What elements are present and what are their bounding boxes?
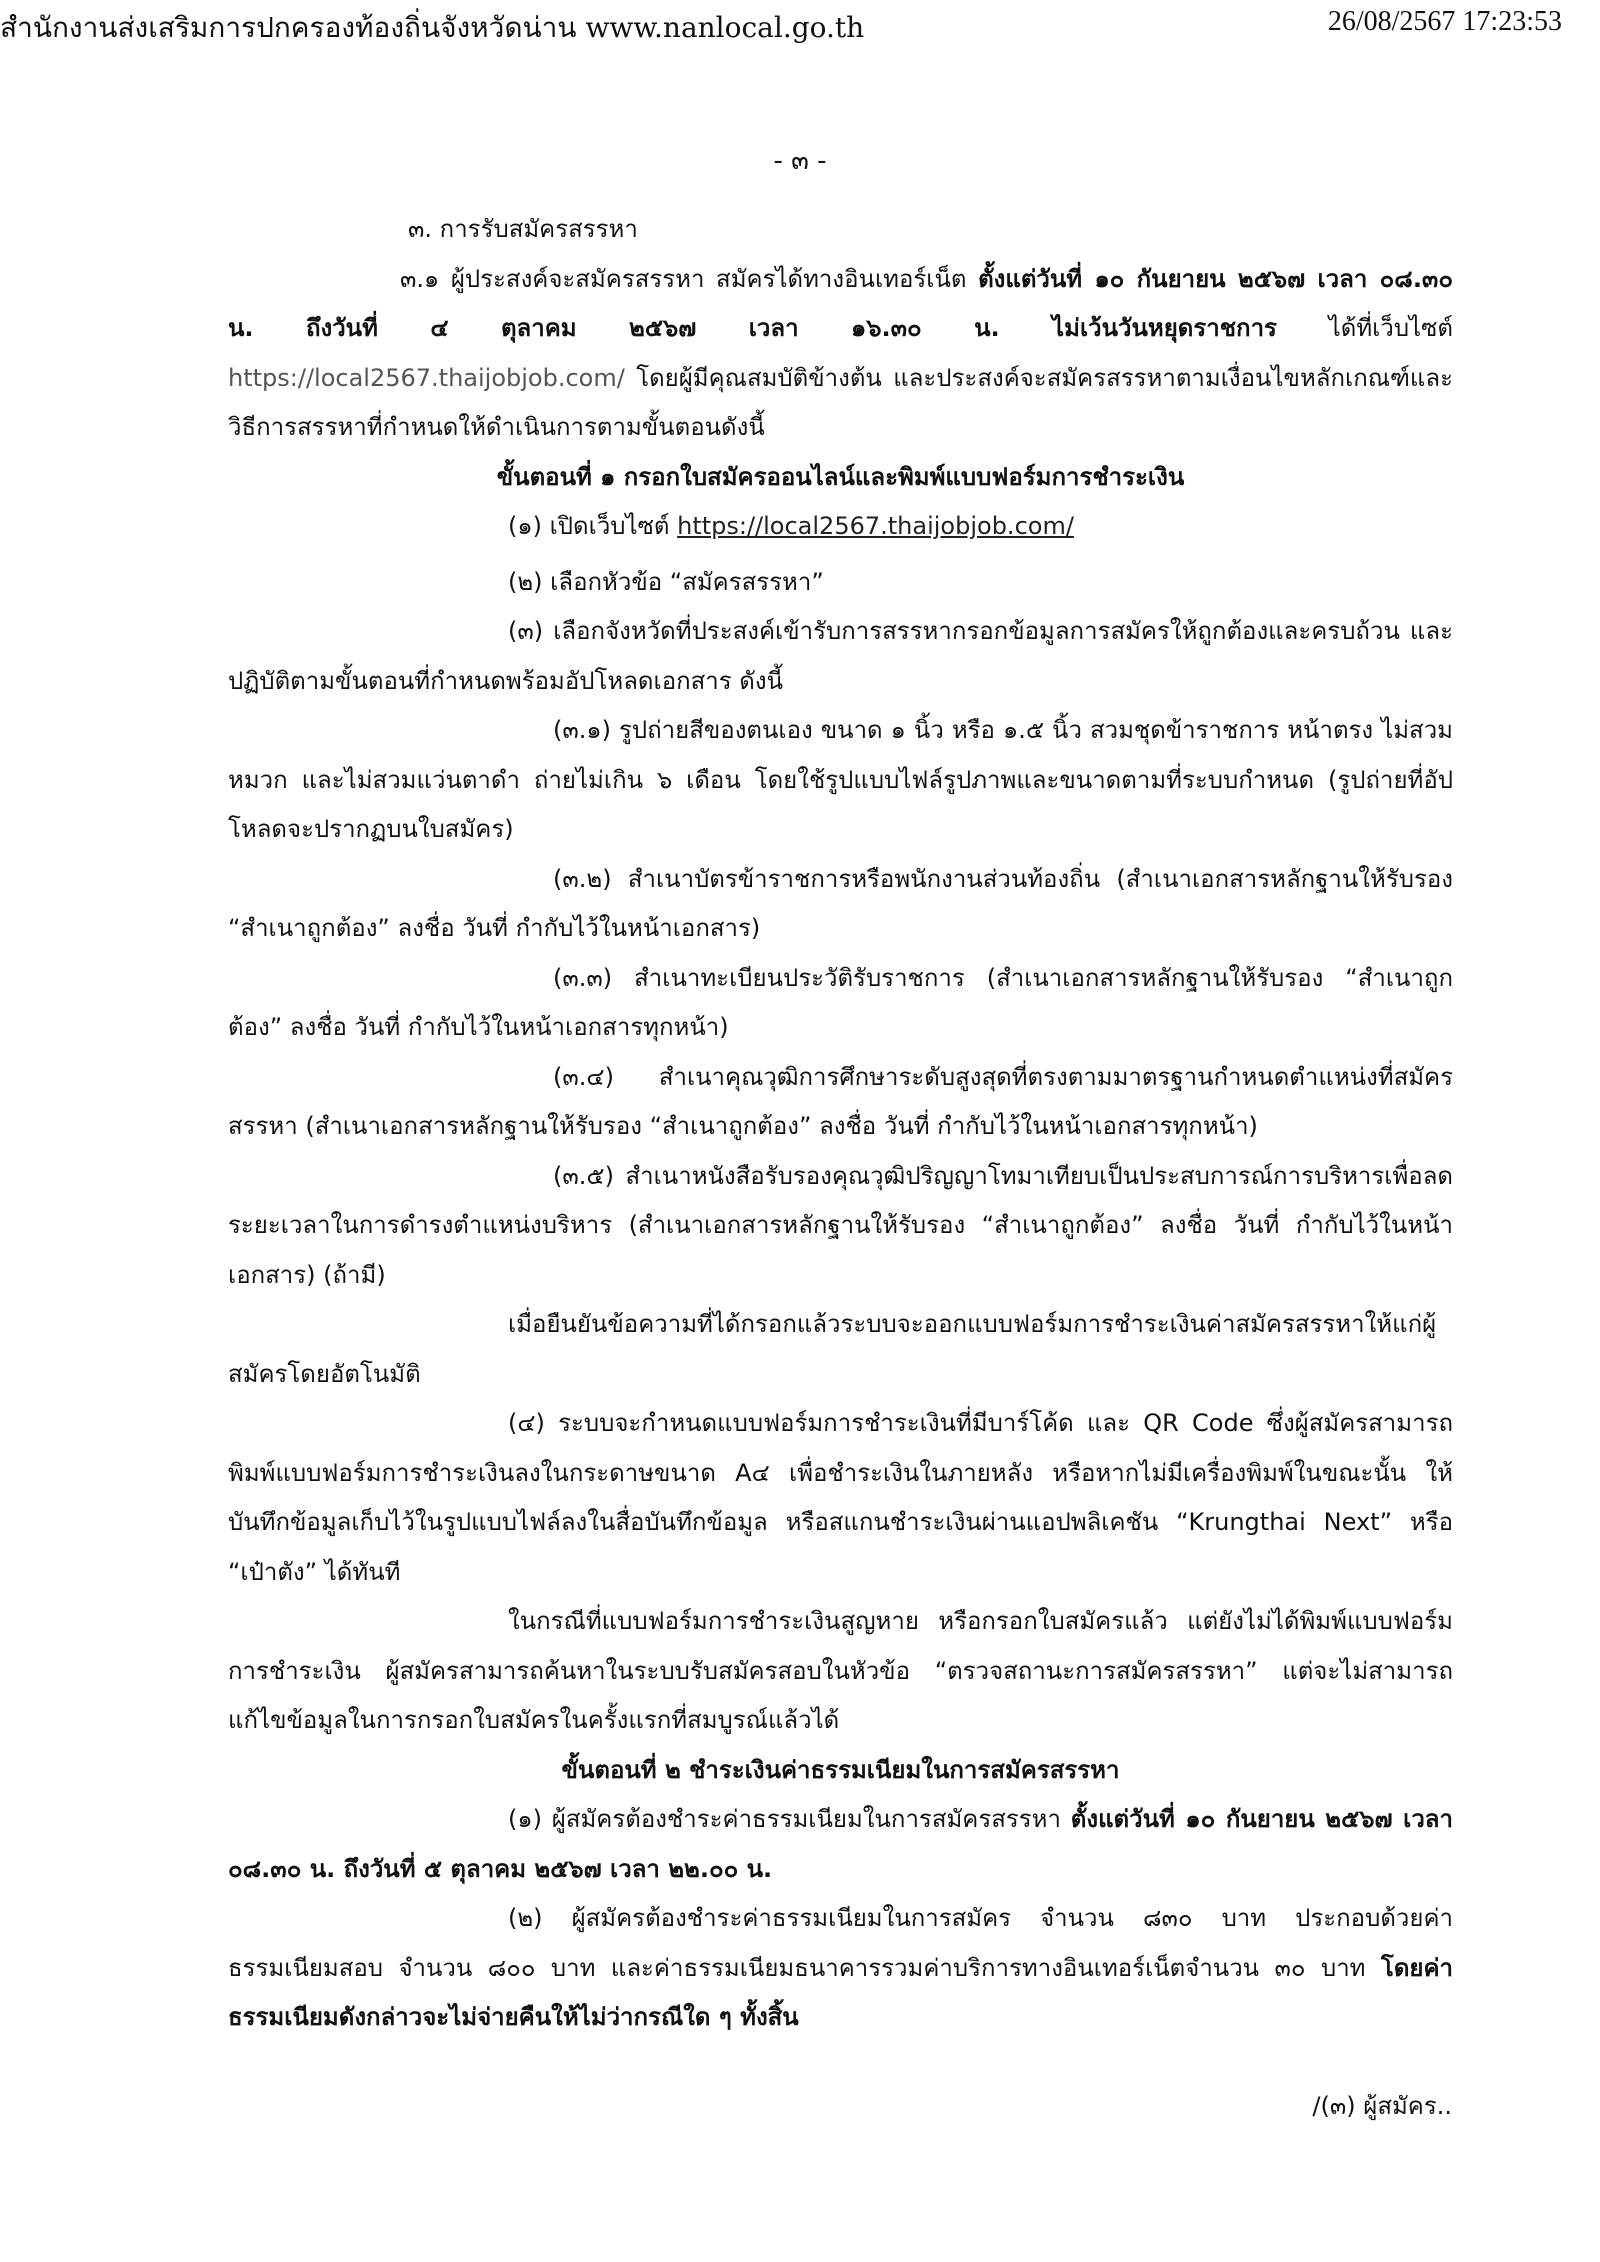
step1-item1 [228,502,1453,552]
step1-confirm: เมื่อยืนยันข้อความที่ได้กรอกแล้วระบบจะออกแบบฟอร์มการชำระเงินค่าสมัครสรรหาให้แก่ผู้สมัครโดยอัตโนมัติ [228,1310,1437,1388]
step2-item1 [228,1795,1453,1894]
p3-1-dates: ตั้งแต่วันที่ ๑๐ กันยายน ๒๕๖๗ เวลา ๐๘.๓๐ น. ถึงวันที่ ๔ ตุลาคม ๒๕๖๗ เวลา ๑๖.๓๐ น. ไม่เว้นวันหยุดราชการ [228,264,1453,342]
step1-sub3-4: (๓.๔) สำเนาคุณวุฒิการศึกษาระดับสูงสุดที่ตรงตามมาตรฐานกำหนดตำแหน่งที่สมัครสรรหา (สำเนาเอกสารหลักฐานให้รับรอง “สำเนาถูกต้อง” ลงชื่อ วันที่ กำกับไว้ในหน้าเอกสารทุกหน้า) [228,1062,1453,1140]
step2-item2-no-refund: โดยค่าธรรมเนียมดังกล่าวจะไม่จ่ายคืนให้ไม่ว่ากรณีใด ๆ ทั้งสิ้น [228,1953,1453,2031]
step2-item1-dates: ตั้งแต่วันที่ ๑๐ กันยายน ๒๕๖๗ เวลา ๐๘.๓๐ น. ถึงวันที่ ๕ ตุลาคม ๒๕๖๗ เวลา ๒๒.๐๐ น. [228,1805,1453,1883]
step1-item2: (๒) เลือกหัวข้อ “สมัครสรรหา” [508,567,824,596]
section-title: ๓. การรับสมัครสรรหา [408,215,638,243]
continuation-note: /(๓) ผู้สมัคร.. [1312,2092,1452,2120]
step1-sub3-1: (๓.๑) รูปถ่ายสีของตนเอง ขนาด ๑ นิ้ว หรือ ๑.๕ นิ้ว สวมชุดข้าราชการ หน้าตรง ไม่สวมหมวก และไม่สวมแว่นตาดำ ถ่ายไม่เกิน ๖ เดือน โดยใช้รูปแบบไฟล์รูปภาพและขนาดตามที่ระบบกำหนด (รูปถ่ายที่อัปโหลดจะปรากฏบนใบสมัคร) [228,716,1453,843]
document-body [228,205,1453,2043]
step2-item1-text: (๑) ผู้สมัครต้องชำระค่าธรรมเนียมในการสมัครสรรหา [508,1805,1071,1833]
step1-sub3-3: (๓.๓) สำเนาทะเบียนประวัติรับราชการ (สำเนาเอกสารหลักฐานให้รับรอง “สำเนาถูกต้อง” ลงชื่อ วันที่ กำกับไว้ในหน้าเอกสารทุกหน้า) [228,963,1453,1041]
p3-1-text-c: โดยผู้มีคุณสมบัติข้างต้น และประสงค์จะสมัครสรรหาตามเงื่อนไขหลักเกณฑ์และวิธีการสรรหาที่กำหนดให้ดำเนินการตามขั้นตอนดังนี้ [228,363,1453,441]
p3-1-text-a: ๓.๑ ผู้ประสงค์จะสมัครสรรหา สมัครได้ทางอินเทอร์เน็ต [400,264,979,293]
paragraph-3-1 [228,255,1453,453]
p3-1-url: https://local2567.thaijobjob.com/ [228,363,625,392]
header-timestamp: 26/08/2567 17:23:53 [1327,6,1562,37]
header-office-name: สำนักงานส่งเสริมการปกครองท้องถิ่นจังหวัดน่าน www.nanlocal.go.th [0,11,865,44]
step2-item2-text: (๒) ผู้สมัครต้องชำระค่าธรรมเนียมในการสมัคร จำนวน ๘๓๐ บาท ประกอบด้วยค่าธรรมเนียมสอบ จำนวน ๘๐๐ บาท และค่าธรรมเนียมธนาคารรวมค่าบริการทางอินเทอร์เน็ตจำนวน ๓๐ บาท [228,1904,1453,1982]
step2-heading: ขั้นตอนที่ ๒ ชำระเงินค่าธรรมเนียมในการสมัครสรรหา [561,1755,1120,1784]
step1-lost-form: ในกรณีที่แบบฟอร์มการชำระเงินสูญหาย หรือกรอกใบสมัครแล้ว แต่ยังไม่ได้พิมพ์แบบฟอร์มการชำระเงิน ผู้สมัครสามารถค้นหาในระบบรับสมัครสอบในหัวข้อ “ตรวจสถานะการสมัครสรรหา” แต่จะไม่สามารถแก้ไขข้อมูลในการกรอกใบสมัครในครั้งแรกที่สมบูรณ์แล้วได้ [228,1607,1453,1734]
step1-sub3-2: (๓.๒) สำเนาบัตรข้าราชการหรือพนักงานส่วนท้องถิ่น (สำเนาเอกสารหลักฐานให้รับรอง “สำเนาถูกต้อง” ลงชื่อ วันที่ กำกับไว้ในหน้าเอกสาร) [228,864,1453,942]
p3-1-text-b: ได้ที่เว็บไซต์ [1276,314,1453,342]
step1-item4: (๔) ระบบจะกำหนดแบบฟอร์มการชำระเงินที่มีบาร์โค้ด และ QR Code ซึ่งผู้สมัครสามารถพิมพ์แบบฟอร์มการชำระเงินลงในกระดาษขนาด A๔ เพื่อชำระเงินในภายหลัง หรือหากไม่มีเครื่องพิมพ์ในขณะนั้น ให้บันทึกข้อมูลเก็บไว้ในรูปแบบไฟล์ลงในสื่อบันทึกข้อมูล หรือสแกนชำระเงินผ่านแอปพลิเคชัน “Krungthai Next” หรือ “เป๋าตัง” ได้ทันที [228,1409,1454,1586]
step2-item2 [228,1894,1453,2043]
website-link[interactable]: https://local2567.thaijobjob.com/ [677,512,1074,540]
step1-item1-label: (๑) เปิดเว็บไซต์ [508,512,678,540]
page-number: - ๓ - [773,146,827,176]
step1-heading: ขั้นตอนที่ ๑ กรอกใบสมัครออนไลน์และพิมพ์แบบฟอร์มการชำระเงิน [496,462,1185,491]
step1-sub3-5: (๓.๕) สำเนาหนังสือรับรองคุณวุฒิปริญญาโทมาเทียบเป็นประสบการณ์การบริหารเพื่อลดระยะเวลาในการดำรงตำแหน่งบริหาร (สำเนาเอกสารหลักฐานให้รับรอง “สำเนาถูกต้อง” ลงชื่อ วันที่ กำกับไว้ในหน้าเอกสาร) (ถ้ามี) [228,1161,1453,1289]
step1-item3: (๓) เลือกจังหวัดที่ประสงค์เข้ารับการสรรหากรอกข้อมูลการสมัครให้ถูกต้องและครบถ้วน และปฏิบัติตามขั้นตอนที่กำหนดพร้อมอัปโหลดเอกสาร ดังนี้ [228,617,1453,695]
